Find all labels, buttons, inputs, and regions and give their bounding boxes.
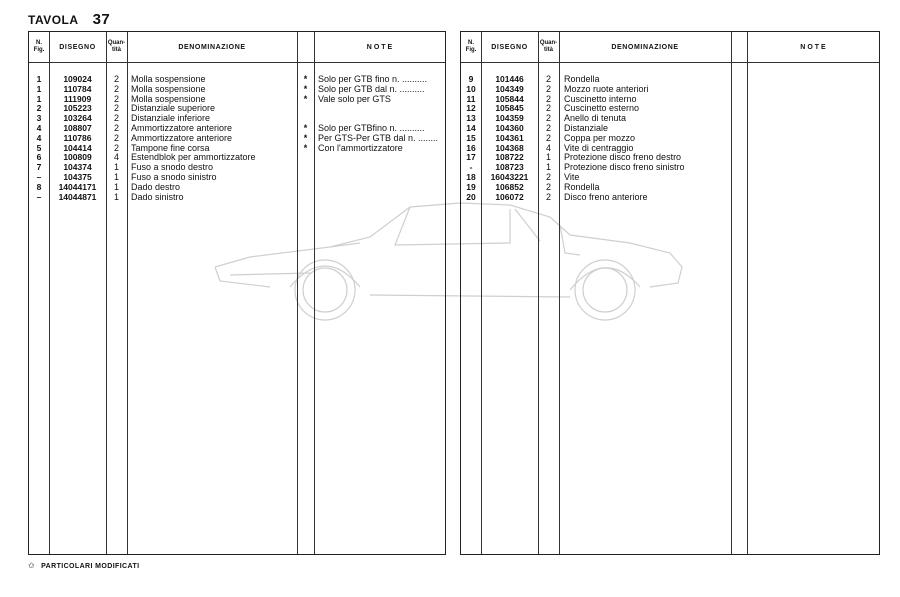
part-name: Anello di tenuta [564, 113, 627, 124]
fig-number: 15 [466, 132, 476, 143]
header-fig: N. Fig. [465, 40, 477, 53]
quantity: 2 [113, 113, 119, 124]
part-name: Ammortizzatore anteriore [131, 132, 233, 143]
quantity: 1 [113, 162, 119, 173]
left-parts-table [28, 31, 446, 555]
part-name: Coppa per mozzo [564, 132, 636, 143]
fig-number: 7 [36, 162, 42, 173]
quantity: 4 [113, 152, 119, 163]
quantity: 2 [545, 191, 551, 202]
modified-star: * [303, 132, 308, 143]
modified-star: * [303, 122, 308, 133]
part-name: Cuscinetto interno [564, 93, 637, 104]
part-number: 100809 [63, 152, 92, 163]
part-number: 16043221 [490, 171, 529, 182]
header-disegno: DISEGNO [59, 43, 96, 51]
header-note: NOTE [800, 43, 828, 51]
part-number: 105223 [63, 103, 92, 114]
part-number: 105845 [495, 103, 524, 114]
part-number: 106072 [495, 191, 524, 202]
fig-number: 1 [36, 93, 42, 104]
header-note: NOTE [366, 43, 395, 51]
part-number: 110784 [63, 83, 92, 94]
part-number: 104368 [495, 142, 524, 153]
fig-number: – [36, 171, 42, 182]
title-number: 37 [92, 11, 111, 28]
quantity: 2 [113, 122, 119, 133]
quantity: 2 [113, 142, 119, 153]
modified-star: * [303, 83, 308, 94]
fig-number: 5 [36, 142, 42, 153]
fig-number: 19 [466, 181, 476, 192]
quantity: 2 [113, 103, 119, 114]
part-name: Molla sospensione [131, 93, 206, 104]
fig-number: 4 [36, 132, 42, 143]
part-name: Fuso a snodo destro [131, 162, 214, 173]
part-number: 14044171 [58, 181, 97, 192]
footnote-text: PARTICOLARI MODIFICATI [41, 563, 140, 570]
quantity: 2 [113, 93, 119, 104]
quantity: 2 [113, 132, 119, 143]
part-name: Distanziale [564, 122, 609, 133]
table-row [29, 193, 445, 203]
fig-number: 11 [466, 93, 476, 104]
quantity: 2 [545, 113, 551, 124]
part-name: Fuso a snodo sinistro [131, 171, 217, 182]
modified-star: * [303, 142, 308, 153]
fig-number: 14 [466, 122, 476, 133]
part-number: 14044871 [58, 191, 97, 202]
quantity: 2 [113, 83, 119, 94]
part-number: 104374 [63, 162, 92, 173]
part-name: Ammortizzatore anteriore [131, 122, 233, 133]
quantity: 2 [545, 122, 551, 133]
part-note: Con l'ammortizzatore [318, 142, 403, 153]
part-number: 101446 [495, 74, 524, 84]
fig-number: 4 [36, 122, 42, 133]
header-quantita: Quan- tità [539, 40, 558, 53]
header-denominazione: DENOMINAZIONE [611, 43, 679, 51]
modified-star: * [303, 93, 308, 104]
right-parts-table [460, 31, 880, 555]
part-note: Vale solo per GTS [318, 93, 391, 104]
fig-number: 12 [466, 103, 476, 114]
part-number: 104361 [495, 132, 524, 143]
fig-number: 17 [466, 152, 476, 163]
part-name: Estendblok per ammortizzatore [131, 152, 256, 163]
quantity: 2 [113, 74, 119, 84]
part-name: Molla sospensione [131, 74, 206, 84]
header-quantita: Quan- tità [107, 40, 126, 53]
part-name: Rondella [564, 74, 600, 84]
quantity: 2 [545, 93, 551, 104]
part-number: 103264 [63, 113, 92, 124]
fig-number: 13 [466, 113, 476, 124]
title-label: TAVOLA [28, 13, 79, 27]
fig-number: 18 [466, 171, 476, 182]
quantity: 1 [545, 152, 551, 163]
star-icon: ✩ [28, 561, 36, 570]
part-name: Distanziale inferiore [131, 113, 211, 124]
footnote [28, 561, 139, 570]
quantity: 2 [545, 171, 551, 182]
fig-number: 1 [36, 74, 42, 84]
part-name: Protezione disco freno destro [564, 152, 682, 163]
part-name: Mozzo ruote anteriori [564, 83, 649, 94]
fig-number: 8 [36, 181, 42, 192]
part-number: 108807 [63, 122, 92, 133]
quantity: 1 [113, 181, 119, 192]
part-number: 104414 [63, 142, 92, 153]
part-number: 105844 [495, 93, 524, 104]
right-rows [461, 75, 879, 202]
quantity: 2 [545, 132, 551, 143]
part-number: 104359 [495, 113, 524, 124]
quantity: 1 [113, 171, 119, 182]
part-name: Molla sospensione [131, 83, 206, 94]
header-disegno: DISEGNO [491, 43, 528, 51]
part-number: 109024 [63, 74, 92, 84]
part-name: Dado destro [131, 181, 181, 192]
part-note: Per GTS-Per GTB dal n. ........ [318, 132, 439, 143]
quantity: 1 [113, 191, 119, 202]
fig-number: 3 [36, 113, 42, 124]
fig-number: 6 [36, 152, 42, 163]
left-rows [29, 75, 445, 202]
modified-star: * [303, 74, 308, 84]
part-number: 108723 [495, 162, 524, 173]
quantity: 2 [545, 103, 551, 114]
part-name: Rondella [564, 181, 600, 192]
part-name: Dado sinistro [131, 191, 184, 202]
part-name: Vite [564, 171, 580, 182]
fig-number: 1 [36, 83, 42, 94]
quantity: 1 [545, 162, 551, 173]
quantity: 2 [545, 83, 551, 94]
header-denominazione: DENOMINAZIONE [178, 43, 246, 51]
part-name: Vite di centraggio [564, 142, 634, 153]
page-title [28, 11, 110, 28]
part-number: 104375 [63, 171, 92, 182]
part-number: 104360 [495, 122, 524, 133]
part-number: 110786 [63, 132, 92, 143]
part-number: 106852 [495, 181, 524, 192]
fig-number: - [469, 162, 473, 173]
fig-number: – [36, 191, 42, 202]
part-number: 104349 [495, 83, 524, 94]
part-name: Disco freno anteriore [564, 191, 648, 202]
part-name: Protezione disco freno sinistro [564, 162, 685, 173]
part-number: 108722 [495, 152, 524, 163]
header-fig: N. Fig. [33, 40, 45, 53]
fig-number: 16 [466, 142, 476, 153]
fig-number: 9 [468, 74, 474, 84]
part-name: Distanziale superiore [131, 103, 216, 114]
table-row [461, 193, 879, 203]
part-note: Solo per GTB dal n. .......... [318, 83, 425, 94]
quantity: 2 [545, 74, 551, 84]
quantity: 2 [545, 181, 551, 192]
part-number: 111909 [63, 93, 92, 104]
fig-number: 20 [466, 191, 476, 202]
part-note: Solo per GTB fino n. .......... [318, 74, 428, 84]
part-note: Solo per GTBfino n. .......... [318, 122, 425, 133]
part-name: Tampone fine corsa [131, 142, 210, 153]
fig-number: 2 [36, 103, 42, 114]
quantity: 4 [545, 142, 551, 153]
fig-number: 10 [466, 83, 476, 94]
part-name: Cuscinetto esterno [564, 103, 640, 114]
